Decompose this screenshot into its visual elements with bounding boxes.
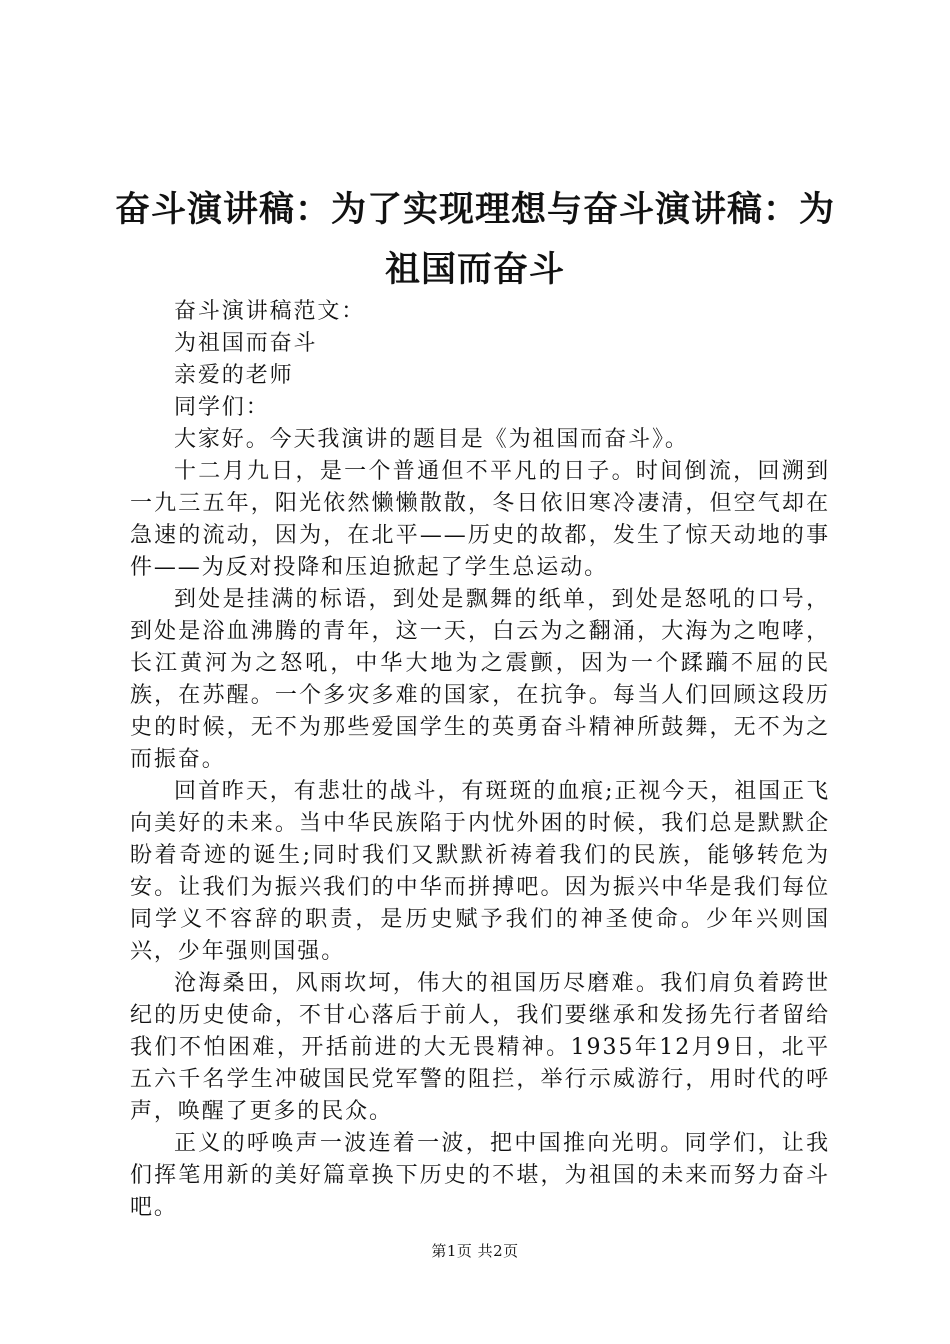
document-body xyxy=(130,296,830,1224)
paragraph-salutation-teachers: 亲爱的老师 xyxy=(174,363,294,388)
page-number-footer: 第1页 共2页 xyxy=(431,1242,519,1260)
paragraph-body-2: 到处是挂满的标语，到处是飘舞的纸单，到处是怒吼的口号，到处是浴血沸腾的青年，这一天，白云为之翻涌，大海为之咆哮，长江黄河为之怒吼，中华大地为之震颤，因为一个蹂躏不屈的民族，在苏醒。一个多灾多难的国家，在抗争。每当人们回顾这段历史的时候，无不为那些爱国学生的英勇奋斗精神所鼓舞，无不为之而振奋。 xyxy=(130,587,830,772)
paragraph-body-4: 沧海桑田，风雨坎坷，伟大的祖国历尽磨难。我们肩负着跨世纪的历史使命，不甘心落后于前人，我们要继承和发扬先行者留给我们不怕困难，开括前进的大无畏精神。1935年12月9日，北平五六千名学生冲破国民党军警的阻拦，举行示威游行，用时代的呼声，唤醒了更多的民众。 xyxy=(130,971,830,1124)
paragraph-body-1: 十二月九日，是一个普通但不平凡的日子。时间倒流，回溯到一九三五年，阳光依然懒懒散散，冬日依旧寒冷凄清，但空气却在急速的流动，因为，在北平——历史的故都，发生了惊天动地的事件——为反对投降和压迫掀起了学生总运动。 xyxy=(130,459,830,580)
paragraph-body-5: 正义的呼唤声一波连着一波，把中国推向光明。同学们，让我们挥笔用新的美好篇章换下历史的不堪，为祖国的未来而努力奋斗吧。 xyxy=(130,1131,830,1220)
paragraph-body-3: 回首昨天，有悲壮的战斗，有斑斑的血痕;正视今天，祖国正飞向美好的未来。当中华民族陷于内忧外困的时候，我们总是默默企盼着奇迹的诞生;同时我们又默默祈祷着我们的民族，能够转危为安。让我们为振兴我们的中华而拼搏吧。因为振兴中华是我们每位同学义不容辞的职责，是历史赋予我们的神圣使命。少年兴则国兴，少年强则国强。 xyxy=(130,779,830,964)
paragraph-greeting: 大家好。今天我演讲的题目是《为祖国而奋斗》。 xyxy=(174,427,689,452)
paragraph-salutation-students: 同学们： xyxy=(174,395,270,420)
paragraph-heading-label: 奋斗演讲稿范文： xyxy=(174,299,366,324)
paragraph-speech-title: 为祖国而奋斗 xyxy=(174,331,318,356)
document-title: 奋斗演讲稿：为了实现理想与奋斗演讲稿：为祖国而奋斗 xyxy=(114,190,835,290)
